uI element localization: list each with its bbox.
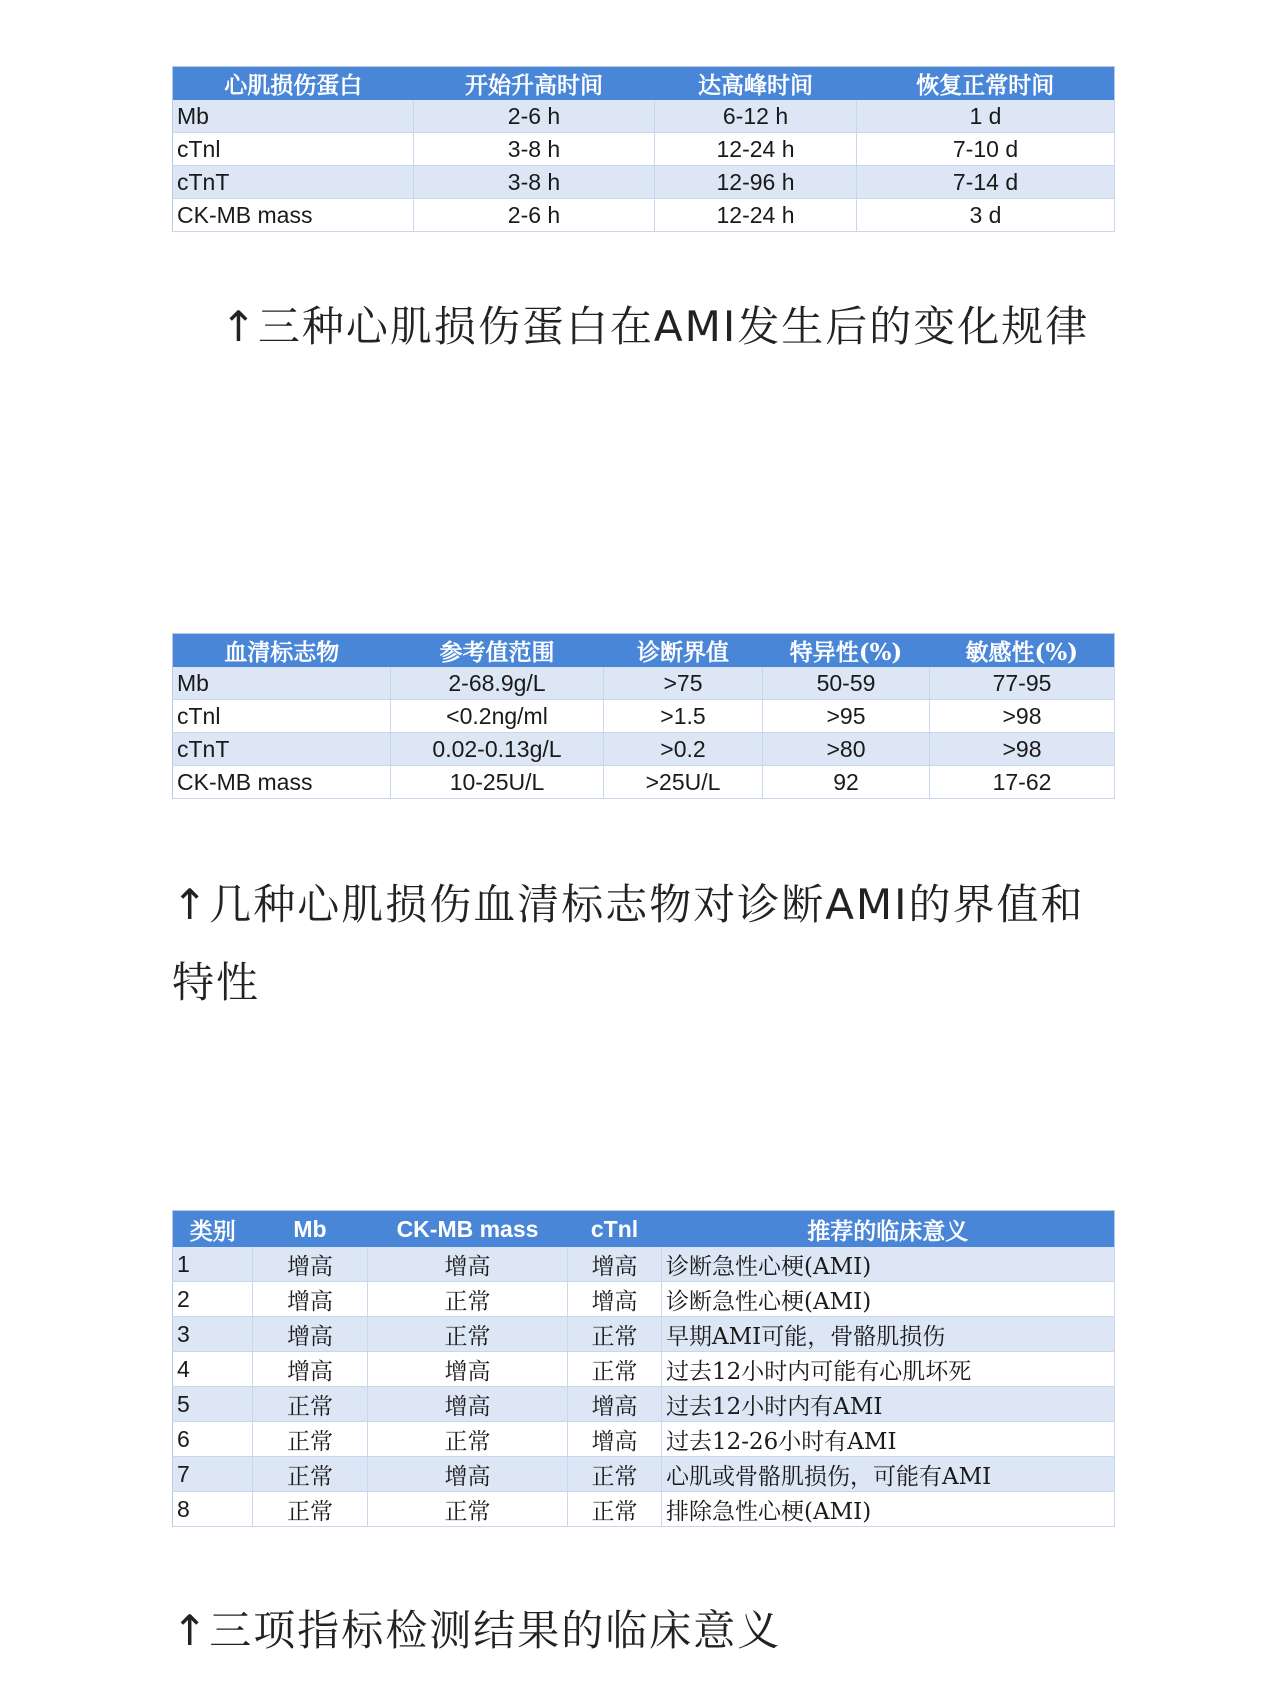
table-row (173, 1387, 1115, 1422)
table-cell: CK-MB mass (173, 766, 391, 799)
table-cell: 增高 (568, 1387, 662, 1422)
table-cell: <0.2ng/ml (391, 700, 604, 733)
table-cell: 正常 (568, 1457, 662, 1492)
table-cell: 正常 (368, 1492, 568, 1527)
table-header-row (173, 634, 1115, 668)
table-row (173, 667, 1115, 700)
table-row (173, 1282, 1115, 1317)
table-header-row (173, 1211, 1115, 1248)
table-cell: 诊断急性心梗(AMI) (662, 1282, 1115, 1317)
table-header-cell: 参考值范围 (391, 634, 604, 668)
table-row (173, 1457, 1115, 1492)
table-cell: 2-6 h (414, 100, 655, 133)
table-row (173, 1492, 1115, 1527)
table-header-cell: 心肌损伤蛋白 (173, 67, 414, 101)
table-cell: 增高 (253, 1352, 368, 1387)
table-cell: 增高 (368, 1457, 568, 1492)
table-cell: >98 (930, 700, 1115, 733)
table-cell: 17-62 (930, 766, 1115, 799)
table-cell: cTnl (173, 133, 414, 166)
table-cell: 增高 (368, 1387, 568, 1422)
table-cell: 正常 (568, 1492, 662, 1527)
caption-table1: ↑三种心肌损伤蛋白在AMI发生后的变化规律 (220, 302, 1090, 351)
table-header-cell: 恢复正常时间 (857, 67, 1115, 101)
table-cell: >1.5 (604, 700, 763, 733)
caption-table3: ↑三项指标检测结果的临床意义 (172, 1606, 782, 1655)
table-cell: 12-24 h (655, 133, 857, 166)
table-row (173, 166, 1115, 199)
table-cell: >80 (763, 733, 930, 766)
table-cell: >75 (604, 667, 763, 700)
table-header-cell: 达高峰时间 (655, 67, 857, 101)
table-row (173, 133, 1115, 166)
table-cell: 正常 (368, 1422, 568, 1457)
table-clinical-significance (172, 1210, 1115, 1527)
table-header-cell: CK-MB mass (368, 1211, 568, 1248)
table-cell: 2 (173, 1282, 253, 1317)
table-cell: 7-10 d (857, 133, 1115, 166)
table-cell: 7-14 d (857, 166, 1115, 199)
table-cell: 0.02-0.13g/L (391, 733, 604, 766)
table-cell: 2-6 h (414, 199, 655, 232)
table-cell: Mb (173, 100, 414, 133)
table-cell: 12-24 h (655, 199, 857, 232)
table-header-cell: Mb (253, 1211, 368, 1248)
table-cell: 正常 (368, 1317, 568, 1352)
table-row (173, 199, 1115, 232)
table-cell: 增高 (368, 1352, 568, 1387)
table-header-cell: 敏感性(%) (930, 634, 1115, 668)
table-cell: 正常 (253, 1422, 368, 1457)
table-cell: 3 (173, 1317, 253, 1352)
table-cell: 6-12 h (655, 100, 857, 133)
table-cell: 6 (173, 1422, 253, 1457)
table-cell: 过去12-26小时有AMI (662, 1422, 1115, 1457)
table-cell: 92 (763, 766, 930, 799)
table-cell: cTnT (173, 733, 391, 766)
table-row (173, 1247, 1115, 1282)
table-cell: cTnT (173, 166, 414, 199)
caption-table2: ↑几种心肌损伤血清标志物对诊断AMI的界值和特性 (172, 880, 1085, 1007)
table-cell: 8 (173, 1492, 253, 1527)
table-cell: 正常 (568, 1317, 662, 1352)
table-row (173, 1317, 1115, 1352)
table-cell: >25U/L (604, 766, 763, 799)
table-row (173, 733, 1115, 766)
table-header-cell: 血清标志物 (173, 634, 391, 668)
table-cell: 诊断急性心梗(AMI) (662, 1247, 1115, 1282)
table-cell: 3-8 h (414, 133, 655, 166)
table-row (173, 100, 1115, 133)
table-cell: >95 (763, 700, 930, 733)
table-header-cell: 特异性(%) (763, 634, 930, 668)
table-header-row (173, 67, 1115, 101)
table-cell: 增高 (568, 1422, 662, 1457)
table-header-cell: 开始升高时间 (414, 67, 655, 101)
table-cell: 12-96 h (655, 166, 857, 199)
table-header-cell: 推荐的临床意义 (662, 1211, 1115, 1248)
table-cell: 增高 (253, 1317, 368, 1352)
table-row (173, 1352, 1115, 1387)
table-cell: 5 (173, 1387, 253, 1422)
table-cell: CK-MB mass (173, 199, 414, 232)
table-cell: 过去12小时内可能有心肌坏死 (662, 1352, 1115, 1387)
table-cell: >0.2 (604, 733, 763, 766)
table-cell: 3-8 h (414, 166, 655, 199)
table-cell: 增高 (368, 1247, 568, 1282)
table-cell: 10-25U/L (391, 766, 604, 799)
table-cell: 4 (173, 1352, 253, 1387)
table-cell: 正常 (253, 1457, 368, 1492)
table-cell: 正常 (253, 1492, 368, 1527)
table-cell: 过去12小时内有AMI (662, 1387, 1115, 1422)
table-header-cell: 类别 (173, 1211, 253, 1248)
table-cell: 1 d (857, 100, 1115, 133)
table-cell: 2-68.9g/L (391, 667, 604, 700)
table-cell: 正常 (368, 1282, 568, 1317)
table-cell: 增高 (253, 1282, 368, 1317)
table-cell: 排除急性心梗(AMI) (662, 1492, 1115, 1527)
table-cell: 50-59 (763, 667, 930, 700)
table-cell: 1 (173, 1247, 253, 1282)
table-cell: 心肌或骨骼肌损伤，可能有AMI (662, 1457, 1115, 1492)
table-cell: 早期AMI可能，骨骼肌损伤 (662, 1317, 1115, 1352)
table-marker-thresholds (172, 633, 1115, 799)
table-header-cell: 诊断界值 (604, 634, 763, 668)
table-cell: 3 d (857, 199, 1115, 232)
table-cell: 7 (173, 1457, 253, 1492)
table-cell: 77-95 (930, 667, 1115, 700)
table-cell: cTnl (173, 700, 391, 733)
table-cell: Mb (173, 667, 391, 700)
table-row (173, 700, 1115, 733)
table-marker-timing (172, 66, 1115, 232)
table-cell: 增高 (568, 1282, 662, 1317)
table-cell: >98 (930, 733, 1115, 766)
table-row (173, 1422, 1115, 1457)
table-row (173, 766, 1115, 799)
table-cell: 增高 (253, 1247, 368, 1282)
table-cell: 正常 (253, 1387, 368, 1422)
table-cell: 正常 (568, 1352, 662, 1387)
table-header-cell: cTnl (568, 1211, 662, 1248)
table-cell: 增高 (568, 1247, 662, 1282)
